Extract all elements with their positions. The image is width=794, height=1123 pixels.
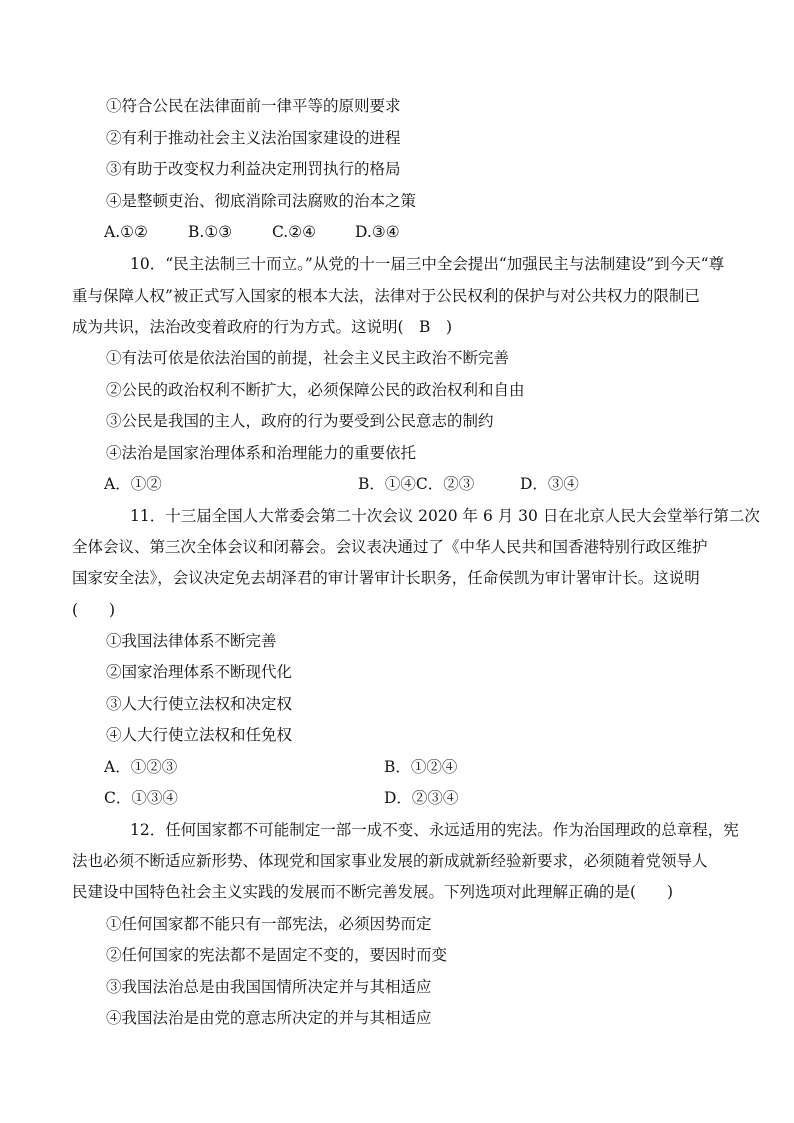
q10-option-1 xyxy=(0,348,794,370)
q9-option-3-text: ③有助于改变权力利益决定刑罚执行的格局 xyxy=(106,160,401,178)
q11-choice-b: B．①②④ xyxy=(384,758,458,776)
q12-option-2-text: ②任何国家的宪法都不是固定不变的，要因时而变 xyxy=(106,946,448,964)
q12-option-3 xyxy=(0,977,794,999)
q12-stem-line-2 xyxy=(0,851,794,873)
q10-choices xyxy=(0,474,794,496)
q12-option-3-text: ③我国法治总是由我国国情所决定并与其相适应 xyxy=(106,978,432,996)
q9-option-1 xyxy=(0,96,794,118)
q11-stem-2: 全体会议、第三次全体会议和闭幕会。会议表决通过了《中华人民共和国香港特别行政区维护 xyxy=(72,538,708,556)
q11-option-3 xyxy=(0,694,794,716)
q9-option-4 xyxy=(0,191,794,213)
q9-option-4-text: ④是整顿吏治、彻底消除司法腐败的治本之策 xyxy=(106,192,417,210)
q12-stem-1: 12．任何国家都不可能制定一部一成不变、永远适用的宪法。作为治国理政的总章程，宪 xyxy=(130,821,739,839)
q12-stem-line-3 xyxy=(0,882,794,904)
q12-stem-line-1 xyxy=(0,820,794,842)
q11-stem-3: 国家安全法》，会议决定免去胡泽君的审计署审计长职务，任命侯凯为审计署审计长。这说明 xyxy=(72,569,700,587)
q10-choice-bc: B．①④C．②③ xyxy=(358,475,475,493)
q11-option-4-text: ④人大行使立法权和任免权 xyxy=(106,726,293,744)
q10-stem-3: 成为共识，法治改变着政府的行为方式。这说明( B ) xyxy=(72,318,452,336)
q12-option-4 xyxy=(0,1008,794,1030)
q9-choice-c: C.②④ xyxy=(272,223,317,241)
q11-option-4 xyxy=(0,725,794,747)
q11-choices-row-1 xyxy=(0,757,794,779)
q10-option-2 xyxy=(0,380,794,402)
q11-option-3-text: ③人大行使立法权和决定权 xyxy=(106,695,293,713)
q12-stem-3: 民建设中国特色社会主义实践的发展而不断完善发展。下列选项对此理解正确的是( ) xyxy=(72,883,674,901)
q10-stem-1: 10．“民主法制三十而立。”从党的十一届三中全会提出“加强民主与法制建设”到今天“尊 xyxy=(130,255,725,273)
q12-option-4-text: ④我国法治是由党的意志所决定的并与其相适应 xyxy=(106,1009,432,1027)
q10-stem-line-1 xyxy=(0,254,794,276)
q9-option-2-text: ②有利于推动社会主义法治国家建设的进程 xyxy=(106,129,401,147)
q12-stem-2: 法也必须不断适应新形势、体现党和国家事业发展的新成就新经验新要求，必须随着党领导人 xyxy=(72,852,708,870)
q10-option-1-text: ①有法可依是依法治国的前提，社会主义民主政治不断完善 xyxy=(106,349,510,367)
q11-stem-line-1 xyxy=(0,506,794,528)
q11-stem-1: 11．十三届全国人大常委会第二十次会议 2020 年 6 月 30 日在北京人民大会堂举行第二次 xyxy=(130,507,760,525)
q11-stem-line-4 xyxy=(0,600,794,622)
q9-option-3 xyxy=(0,159,794,181)
q9-choices xyxy=(0,222,794,244)
q11-option-2-text: ②国家治理体系不断现代化 xyxy=(106,663,293,681)
q11-choice-c: C．①③④ xyxy=(104,789,178,807)
q11-choice-a: A．①②③ xyxy=(104,758,178,776)
q11-option-1 xyxy=(0,631,794,653)
q10-option-4-text: ④法治是国家治理体系和治理能力的重要依托 xyxy=(106,444,417,462)
q9-choice-b: B.①③ xyxy=(188,223,233,241)
q10-choice-d: D．③④ xyxy=(520,475,579,493)
q9-choice-d: D.③④ xyxy=(355,223,400,241)
q11-option-2 xyxy=(0,662,794,684)
q12-option-1 xyxy=(0,914,794,936)
q10-stem-2: 重与保障人权”被正式写入国家的根本大法，法律对于公民权利的保护与对公共权力的限制已 xyxy=(72,287,700,305)
q11-stem-4: ( ) xyxy=(72,601,116,619)
q11-choices-row-2 xyxy=(0,788,794,810)
q10-stem-line-2 xyxy=(0,286,794,308)
q10-option-3 xyxy=(0,411,794,433)
q11-stem-line-2 xyxy=(0,537,794,559)
q11-option-1-text: ①我国法律体系不断完善 xyxy=(106,632,277,650)
q11-choice-d: D．②③④ xyxy=(384,789,459,807)
q10-option-2-text: ②公民的政治权利不断扩大，必须保障公民的政治权利和自由 xyxy=(106,381,525,399)
q9-choice-a: A.①② xyxy=(104,223,148,241)
q10-option-3-text: ③公民是我国的主人，政府的行为要受到公民意志的制约 xyxy=(106,412,494,430)
q9-option-2 xyxy=(0,128,794,150)
q9-option-1-text: ①符合公民在法律面前一律平等的原则要求 xyxy=(106,97,401,115)
q10-stem-line-3 xyxy=(0,317,794,339)
q11-stem-line-3 xyxy=(0,568,794,590)
q10-choice-a: A．①② xyxy=(104,475,162,493)
q12-option-1-text: ①任何国家都不能只有一部宪法，必须因势而定 xyxy=(106,915,432,933)
q10-option-4 xyxy=(0,443,794,465)
q12-option-2 xyxy=(0,945,794,967)
